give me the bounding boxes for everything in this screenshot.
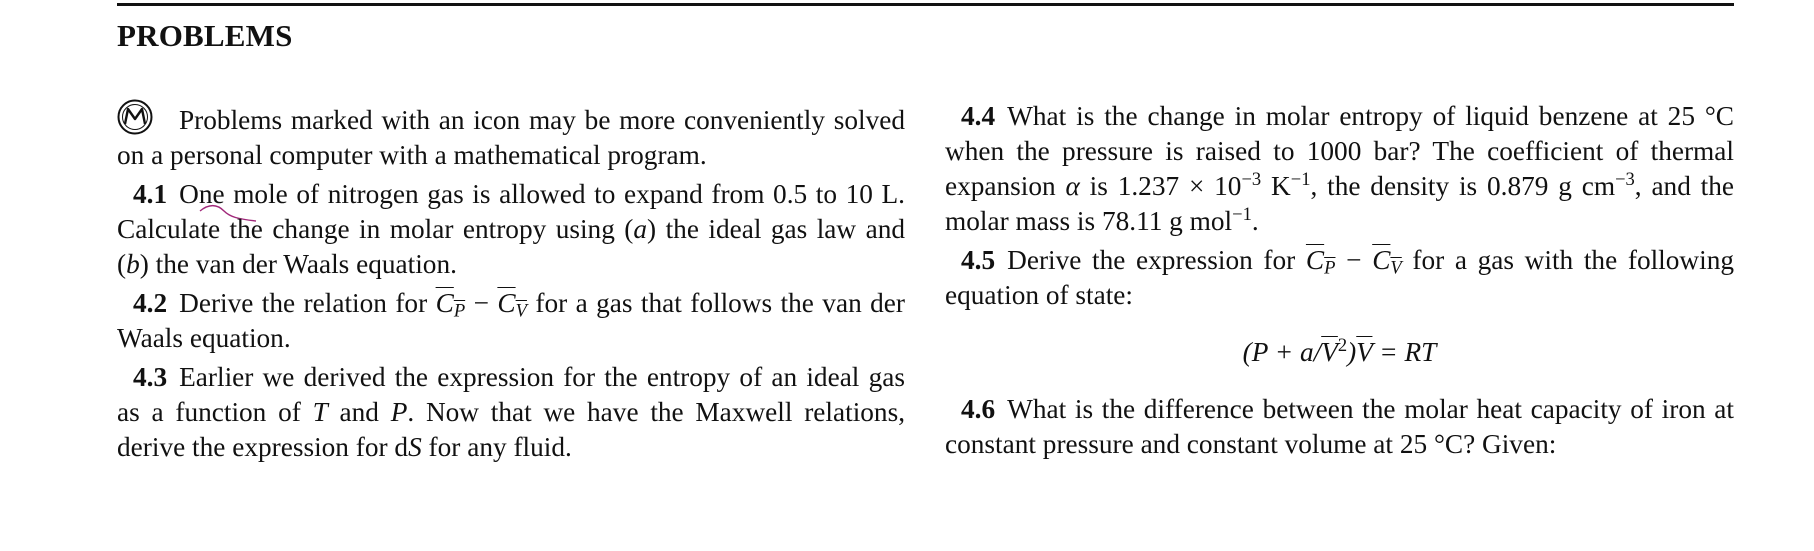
problem-text: Derive the expression for <box>1007 245 1306 275</box>
cp-minus-cv-formula: $C_P - C_V$ <box>435 288 527 322</box>
problem-text: ) the van der Waals equation. <box>139 249 457 279</box>
problem-text: One mole of nitrogen gas is allowed to expand from 0.5 to 10 L. Calculate the change in molar entropy using ( <box>117 179 905 244</box>
problem-4-5 <box>945 243 1734 313</box>
symbol-t: T <box>312 397 328 427</box>
problem-4-1 <box>117 177 905 282</box>
exponent: −1 <box>1290 168 1311 190</box>
section-heading: PROBLEMS <box>117 18 293 53</box>
exponent: −1 <box>1232 203 1252 225</box>
problem-4-2 <box>117 286 905 356</box>
problem-text: , and the molar mass is 78.11 g mol <box>945 171 1735 236</box>
problem-text: for a gas with the following equation of state: <box>945 245 1734 310</box>
problem-text: and <box>327 397 391 427</box>
problem-text: . <box>1251 206 1259 236</box>
problem-4-4 <box>945 99 1734 239</box>
part-label: a <box>633 214 648 244</box>
problem-number: 4.1 <box>133 179 168 209</box>
problem-text: for a gas that follows the van der Waals equation. <box>117 288 905 353</box>
problem-text: What is the difference between the molar heat capacity of iron at constant pressure and constant volume at 25 °C? Given: <box>945 394 1734 459</box>
left-column <box>117 99 905 469</box>
problem-number: 4.2 <box>133 288 168 318</box>
intro-paragraph <box>117 99 905 173</box>
problem-number: 4.4 <box>961 101 996 131</box>
equation-of-state: $(P + a/\overline{V}^2)\overline{V}$ = RT <box>1242 334 1437 367</box>
problem-text: What is the change in molar entropy of liquid benzene at 25 °C when the pressure is raised to 1000 bar? The coefficient of thermal expansion <box>945 101 1734 201</box>
cp-minus-cv-formula: $C_P - C_V$ <box>1305 245 1402 279</box>
symbol-s: S <box>408 432 422 462</box>
symbol-alpha: α <box>1065 171 1080 201</box>
problem-number: 4.3 <box>133 362 168 392</box>
problem-text: is 1.237 × 10 <box>1079 171 1242 201</box>
problem-text: for any fluid. <box>421 432 572 462</box>
problem-text: , the density is 0.879 g cm <box>1310 171 1616 201</box>
problem-text: K <box>1261 171 1291 201</box>
problem-number: 4.5 <box>961 245 996 275</box>
problem-text: Derive the relation for <box>179 288 436 318</box>
exponent: −3 <box>1615 168 1635 190</box>
problem-text: Earlier we derived the expression for the entropy of an ideal gas as a function of <box>117 362 905 427</box>
right-column <box>945 99 1734 466</box>
problem-4-6 <box>945 392 1734 462</box>
top-rule <box>117 3 1734 6</box>
part-label: b <box>126 249 140 279</box>
problem-4-3 <box>117 360 905 465</box>
problem-text: ) the ideal gas law and ( <box>117 214 905 279</box>
symbol-p: P <box>390 397 408 427</box>
intro-text: Problems marked with an icon may be more conveniently solved on a personal computer with a mathematical program. <box>117 105 905 170</box>
exponent: −3 <box>1241 168 1262 190</box>
mathematica-m-icon <box>117 99 153 135</box>
problem-text: . Now that we have the Maxwell relations, derive the expression for d <box>117 397 906 462</box>
problem-number: 4.6 <box>961 394 996 424</box>
